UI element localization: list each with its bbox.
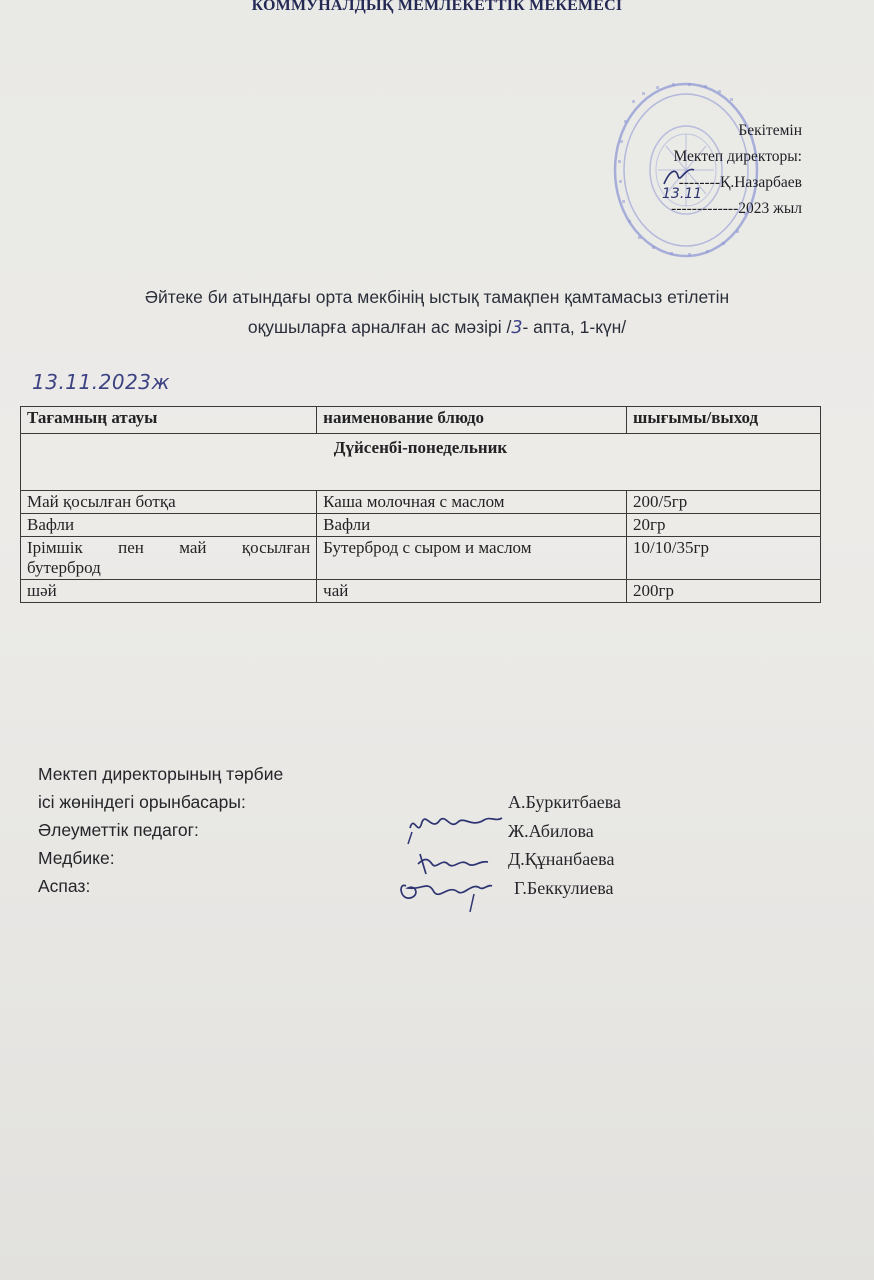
name-social-pedagogue: Ж.Абилова	[508, 820, 594, 841]
dish-output: 20гр	[627, 514, 821, 537]
dish-output: 200/5гр	[627, 491, 821, 514]
dish-ru: чай	[317, 580, 627, 603]
approval-title: Бекітемін	[738, 122, 802, 139]
name-deputy: А.Буркитбаева	[508, 792, 622, 812]
table-row	[21, 580, 821, 603]
table-row	[21, 514, 821, 537]
table-day-row	[21, 434, 821, 491]
name-cook: Г.Беккулиева	[514, 877, 614, 898]
signatures-icon	[388, 808, 508, 918]
week-number-handwritten: 3	[511, 318, 523, 338]
day-label: Дүйсенбі-понедельник	[21, 434, 821, 491]
table-row	[21, 537, 821, 580]
role-social-pedagogue: Әлеуметтік педагог:	[38, 820, 199, 840]
signers-names	[508, 788, 621, 902]
approval-year-line: -------------2023 жыл	[671, 200, 802, 217]
title-line-1: Әйтеке би атындағы орта мекбінің ыстық тамақпен қамтамасыз етілетін	[144, 287, 730, 307]
dish-kz: Вафли	[21, 514, 317, 537]
dish-kz: Ірімшік пен май қосылған бутерброд	[21, 537, 317, 580]
menu-date-handwritten: 13.11.2023ж	[32, 370, 171, 394]
approval-date-handwritten: 13.11	[662, 186, 703, 202]
role-deputy-line-2: ісі жөніндегі орынбасары:	[38, 792, 246, 812]
role-deputy-line-1: Мектеп директорының тәрбие	[38, 764, 284, 784]
dish-ru: Каша молочная с маслом	[317, 491, 627, 514]
table-header-row	[21, 407, 821, 434]
table-row	[21, 491, 821, 514]
name-nurse: Д.Құнанбаева	[508, 849, 615, 869]
dish-kz: Май қосылған ботқа	[21, 491, 317, 514]
header-output: шығымы/выход	[627, 407, 821, 434]
menu-table	[20, 406, 821, 603]
header-dish-ru: наименование блюдо	[317, 407, 627, 434]
dish-output: 200гр	[627, 580, 821, 603]
role-cook: Аспаз:	[38, 876, 91, 896]
dish-ru: Вафли	[317, 514, 627, 537]
title-line-2: оқушыларға арналған ас мәзірі /3- апта, 1-күн/	[247, 317, 627, 338]
document-title	[0, 282, 874, 343]
dish-kz: шәй	[21, 580, 317, 603]
dish-ru: Бутерброд с сыром и маслом	[317, 537, 627, 580]
role-nurse: Медбике:	[38, 848, 115, 868]
header-dish-kz: Тағамның атауы	[21, 407, 317, 434]
approval-director-label: Мектеп директоры:	[673, 148, 802, 165]
approval-director-line: --------Қ.Назарбаев	[678, 174, 802, 191]
organization-header: КОММУНАЛДЫҚ МЕМЛЕКЕТТІК МЕКЕМЕСІ	[251, 0, 623, 14]
signers-roles	[38, 760, 283, 900]
dish-output: 10/10/35гр	[627, 537, 821, 580]
